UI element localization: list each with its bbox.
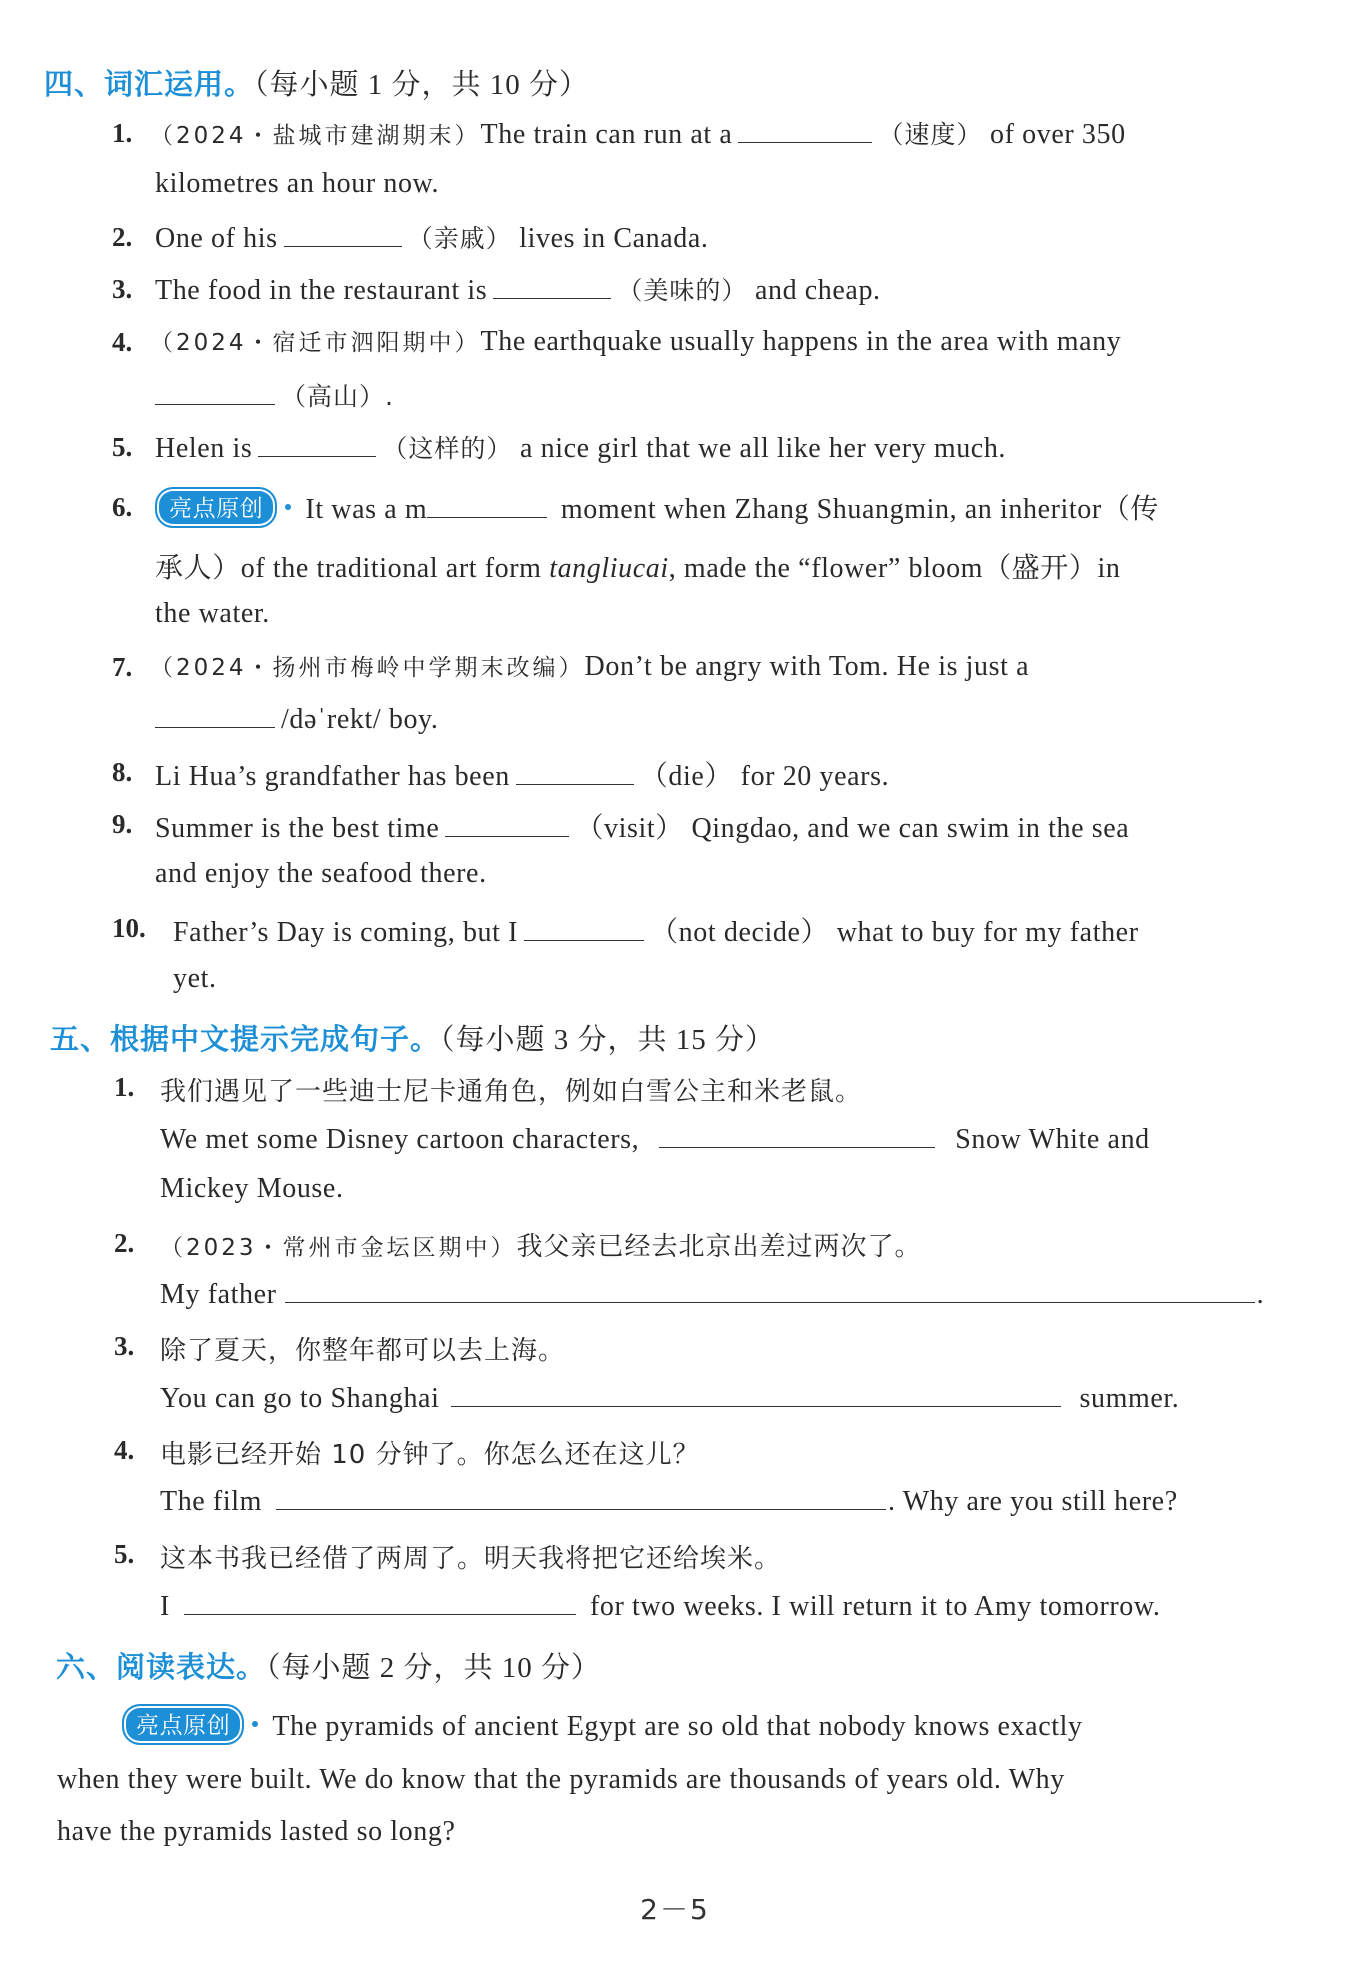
q4-3-number: 3. (112, 274, 133, 304)
answer-blank[interactable] (524, 914, 644, 941)
q4-4-line1 (150, 324, 1121, 358)
q5-3-chinese: 除了夏天，你整年都可以去上海。 (160, 1336, 566, 1366)
question-text: a nice girl that we all like her very much. (519, 433, 1007, 464)
chinese-prompt: 我父亲已经去北京出差过两次了。 (516, 1232, 922, 1262)
reading-line1 (122, 1704, 1083, 1745)
q4-8-line (155, 754, 889, 794)
q5-4-chinese: 电影已经开始 10 分钟了。你怎么还在这儿？ (160, 1440, 700, 1470)
q5-3-number: 3. (114, 1331, 135, 1361)
reading-text: The pyramids of ancient Egypt are so old that nobody knows exactly (272, 1711, 1083, 1742)
question-text: moment when Zhang Shuangmin, an inheritor（传 (560, 494, 1160, 525)
hint-text: （高山）. (281, 382, 394, 411)
q4-6-line2 (155, 546, 1120, 586)
q5-1-chinese: 我们遇见了一些迪士尼卡通角色，例如白雪公主和米老鼠。 (160, 1077, 863, 1107)
q4-8-number: 8. (112, 757, 133, 787)
q4-9-line2: and enjoy the seafood there. (155, 858, 487, 889)
q4-4-line2 (155, 377, 394, 413)
question-source: （2024・盐城市建湖期末） (150, 123, 481, 149)
section-6-score: （每小题 2 分，共 10 分） (266, 1652, 602, 1684)
answer-blank[interactable] (155, 701, 275, 728)
section-5-header (50, 1017, 775, 1058)
q4-6-line3: the water. (155, 598, 270, 629)
question-text: My father (160, 1279, 277, 1310)
section-6-title: 六、阅读表达。 (56, 1650, 267, 1684)
q4-7-line2 (155, 701, 438, 736)
original-badge: 亮点原创 (155, 487, 277, 528)
q4-7-line1 (150, 649, 1029, 683)
answer-blank[interactable] (516, 758, 634, 785)
answer-blank[interactable] (493, 272, 611, 299)
question-source: （2024・宿迁市泗阳期中） (150, 330, 481, 356)
section-5-title: 五、根据中文提示完成句子。 (50, 1022, 441, 1056)
hint-text: （not decide） (650, 917, 830, 948)
original-badge: 亮点原创 (122, 1704, 244, 1745)
q5-1-number: 1. (114, 1072, 135, 1102)
q5-1-english-line1 (160, 1121, 1150, 1156)
hint-text: （速度） (878, 120, 983, 149)
phonetic-hint: /dəˈrekt/ boy. (281, 704, 439, 735)
q5-2-english (160, 1276, 1264, 1311)
q4-10-number: 10. (112, 913, 146, 943)
q5-2-number: 2. (114, 1228, 135, 1258)
question-text: for two weeks. I will return it to Amy tomorrow. (589, 1591, 1161, 1622)
section-4-title: 四、词汇运用。 (44, 67, 255, 101)
q4-10-line1 (173, 910, 1139, 950)
question-text: Qingdao, and we can swim in the sea (691, 813, 1130, 844)
hint-text: （visit） (575, 813, 684, 844)
q4-2-line (155, 219, 709, 255)
question-text: The earthquake usually happens in the area with many (480, 326, 1122, 357)
q4-5-line (155, 429, 1006, 465)
q4-1-line2: kilometres an hour now. (155, 168, 440, 199)
question-text: Snow White and (955, 1124, 1150, 1155)
q5-4-number: 4. (114, 1435, 135, 1465)
q5-3-english (160, 1380, 1179, 1415)
section-4-score: （每小题 1 分，共 10 分） (254, 69, 590, 101)
badge-dot-icon (252, 1721, 258, 1727)
section-5-score: （每小题 3 分，共 15 分） (440, 1024, 776, 1056)
q5-4-english (160, 1483, 1178, 1518)
question-text: what to buy for my father (836, 917, 1139, 948)
question-text: The train can run at a (480, 119, 733, 150)
q4-7-number: 7. (112, 652, 133, 682)
q4-3-line (155, 271, 881, 307)
question-text: The food in the restaurant is (155, 275, 488, 306)
hint-text: （die） (639, 761, 734, 792)
answer-blank[interactable] (738, 116, 872, 143)
question-text: summer. (1079, 1383, 1180, 1414)
question-text: We met some Disney cartoon characters, (160, 1124, 640, 1155)
q5-5-english (160, 1588, 1161, 1623)
answer-blank[interactable] (427, 491, 547, 518)
question-text: of over 350 (990, 119, 1126, 150)
question-source: （2024・扬州市梅岭中学期末改编） (150, 655, 585, 681)
question-text: . Why are you still here? (888, 1486, 1178, 1517)
q4-6-line1 (155, 487, 1159, 528)
question-text: The film (160, 1486, 262, 1517)
q4-10-line2: yet. (173, 963, 217, 994)
q4-6-number: 6. (112, 492, 133, 522)
q4-1-number: 1. (112, 118, 133, 148)
question-text: , made the “flower” bloom（盛开）in (668, 553, 1121, 584)
q5-5-number: 5. (114, 1539, 135, 1569)
answer-blank[interactable] (445, 810, 569, 837)
page-number: 2－5 (640, 1893, 710, 1926)
q4-1-line1 (150, 115, 1126, 151)
section-4-header (44, 62, 589, 103)
reading-line2: when they were built. We do know that the pyramids are thousands of years old. Why (57, 1764, 1065, 1795)
question-text: for 20 years. (740, 761, 890, 792)
question-text: Li Hua’s grandfather has been (155, 761, 510, 792)
answer-blank[interactable] (155, 378, 275, 405)
badge-dot-icon (285, 504, 291, 510)
question-text: You can go to Shanghai (160, 1383, 440, 1414)
q5-5-chinese: 这本书我已经借了两周了。明天我将把它还给埃米。 (160, 1544, 782, 1574)
italic-term: tangliucai (549, 553, 669, 584)
answer-blank[interactable] (659, 1121, 935, 1148)
hint-text: （美味的） (617, 276, 748, 305)
question-text: . (1256, 1279, 1265, 1310)
answer-blank[interactable] (285, 1276, 1255, 1303)
question-text: Helen is (155, 433, 253, 464)
q4-4-number: 4. (112, 327, 133, 357)
answer-blank[interactable] (451, 1380, 1061, 1407)
question-source: （2023・常州市金坛区期中） (160, 1235, 517, 1261)
question-text: Father’s Day is coming, but I (173, 917, 519, 948)
question-text: 承人）of the traditional art form (155, 553, 542, 584)
hint-text: （亲戚） (407, 224, 512, 253)
q4-9-line1 (155, 806, 1129, 846)
answer-blank[interactable] (284, 220, 402, 247)
q5-1-english-line2: Mickey Mouse. (160, 1173, 344, 1204)
hint-text: （这样的） (382, 434, 513, 463)
q5-2-chinese (160, 1226, 922, 1263)
reading-line3: have the pyramids lasted so long? (57, 1816, 456, 1847)
question-text: Summer is the best time (155, 813, 440, 844)
answer-blank[interactable] (276, 1483, 886, 1510)
question-text: One of his (155, 223, 278, 254)
question-text: lives in Canada. (519, 223, 709, 254)
question-text: It was a m (305, 494, 428, 525)
section-6-header (56, 1645, 601, 1686)
q4-5-number: 5. (112, 432, 133, 462)
q4-9-number: 9. (112, 809, 133, 839)
question-text: Don’t be angry with Tom. He is just a (584, 651, 1030, 682)
q4-2-number: 2. (112, 222, 133, 252)
question-text: and cheap. (754, 275, 881, 306)
answer-blank[interactable] (258, 430, 376, 457)
question-text: I (160, 1591, 170, 1622)
answer-blank[interactable] (184, 1588, 576, 1615)
